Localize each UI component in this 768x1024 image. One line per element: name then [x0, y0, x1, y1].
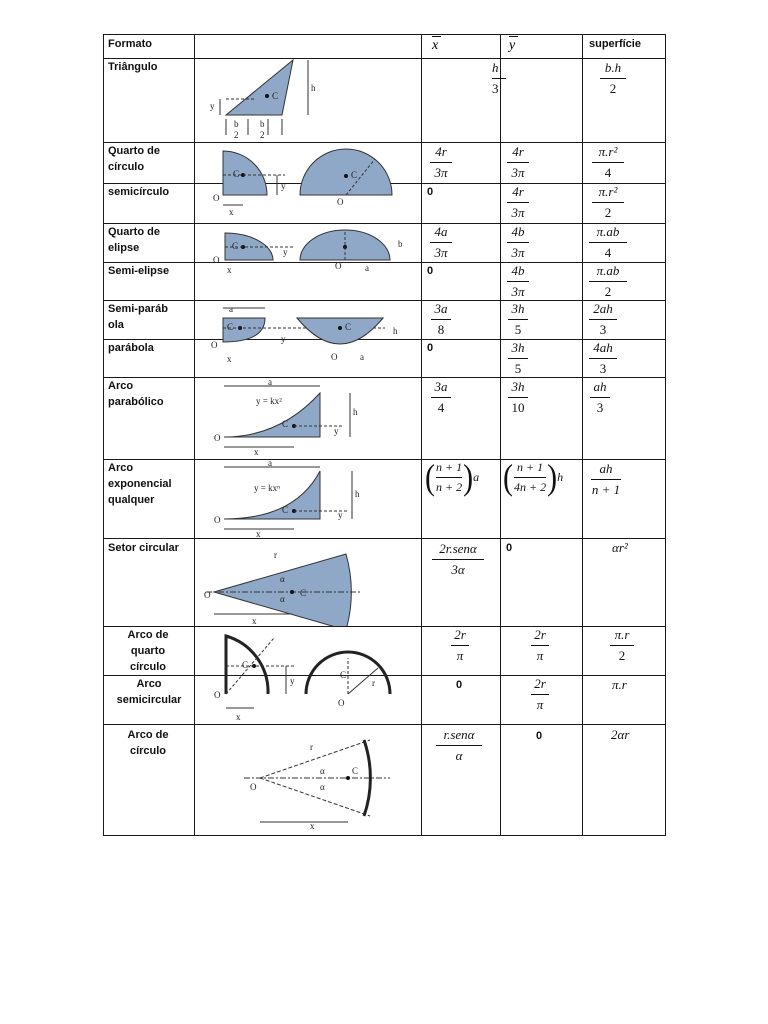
- area-formula: 2αr: [611, 727, 630, 742]
- svg-text:y: y: [334, 426, 339, 436]
- svg-text:a: a: [229, 304, 233, 314]
- area-formula: π.r² 4: [580, 145, 636, 180]
- xbar-formula: 4r 3π: [413, 145, 469, 180]
- grid-line: [194, 34, 195, 836]
- xbar-formula: 2r.senα 3α: [425, 542, 491, 577]
- ybar-zero: 0: [506, 542, 513, 554]
- area-formula: ah n + 1: [591, 461, 621, 497]
- header-ybar-text: y: [509, 38, 516, 53]
- row-label-semicirculo: semicírculo: [108, 186, 170, 198]
- svg-text:C: C: [282, 419, 289, 429]
- svg-text:x: x: [236, 712, 241, 722]
- xbar-zero: 0: [427, 186, 434, 198]
- row-label-semi-parabola: Semi-parábola: [108, 303, 168, 331]
- svg-text:r: r: [372, 678, 375, 688]
- arc-quarter-semicircle-figure: [210, 628, 410, 724]
- ybar-formula: 2r π: [512, 628, 568, 663]
- svg-text:C: C: [233, 169, 240, 179]
- svg-text:2: 2: [260, 130, 265, 140]
- area-formula: 4ah 3: [575, 341, 631, 376]
- grid-line: [103, 34, 104, 836]
- svg-text:C: C: [227, 322, 234, 332]
- svg-text:α: α: [280, 594, 285, 604]
- svg-text:α: α: [280, 574, 285, 584]
- svg-text:O: O: [214, 515, 221, 525]
- circular-arc-figure: [240, 730, 410, 830]
- svg-text:y: y: [338, 510, 343, 520]
- ybar-formula: 3h 5: [490, 341, 546, 376]
- svg-text:h: h: [311, 83, 316, 93]
- svg-text:O: O: [213, 255, 220, 265]
- row-label-arco-circulo: Arco de círculo: [127, 729, 169, 757]
- quarter-ellipse-figure: [205, 225, 415, 277]
- row-label-arco-semicircular: Arco semicircular: [116, 678, 182, 706]
- svg-text:C: C: [340, 670, 347, 680]
- xbar-formula: r.senα α: [426, 728, 492, 763]
- row-label-quarto-elipse: Quarto de elipse: [108, 226, 160, 254]
- area-formula: 2ah 3: [575, 302, 631, 337]
- svg-text:C: C: [272, 91, 279, 101]
- row-label-arco-parabolico: Arco parabólico: [108, 380, 164, 408]
- area-formula: π.r² 2: [580, 185, 636, 220]
- xbar-formula: 3a 8: [413, 302, 469, 337]
- svg-text:O: O: [335, 261, 342, 271]
- ybar-formula: 4r 3π: [490, 145, 546, 180]
- svg-text:C: C: [232, 241, 239, 251]
- ybar-formula: 4b 3π: [490, 225, 546, 260]
- grid-line: [665, 34, 666, 836]
- xbar-formula: ( $\frac{n + 1}{n + 2}$ ) a: [425, 457, 480, 497]
- svg-text:y = kx²: y = kx²: [256, 396, 282, 406]
- svg-text:a: a: [268, 379, 272, 387]
- svg-text:C: C: [351, 170, 358, 180]
- ybar-formula: 3h 5: [490, 302, 546, 337]
- svg-text:y: y: [283, 247, 288, 257]
- svg-text:C: C: [345, 322, 352, 332]
- ybar-formula: ( $\frac{n + 1}{4n + 2}$ ) h: [503, 457, 564, 497]
- svg-text:O: O: [214, 690, 221, 700]
- parabolic-spandrel-figure: [210, 379, 380, 457]
- xbar-zero: 0: [456, 679, 463, 691]
- row-label-setor-circular: Setor circular: [108, 542, 179, 554]
- quarter-circle-figure: [205, 145, 415, 225]
- svg-text:O: O: [211, 340, 218, 350]
- row-label-parabola: parábola: [108, 342, 154, 354]
- header-formato: Formato: [108, 38, 152, 50]
- row-label-triangulo: Triângulo: [108, 61, 158, 73]
- svg-text:y: y: [281, 334, 286, 344]
- xbar-zero: 0: [427, 265, 434, 277]
- circular-sector-figure: [200, 540, 370, 626]
- svg-text:y: y: [290, 676, 295, 686]
- svg-text:α: α: [320, 766, 325, 776]
- header-xbar: [432, 36, 441, 54]
- area-formula: π.ab 4: [580, 225, 636, 260]
- svg-text:C: C: [300, 588, 307, 598]
- header-superficie: superfície: [589, 38, 641, 50]
- svg-text:C: C: [352, 766, 359, 776]
- svg-text:h: h: [393, 326, 398, 336]
- triangle-figure: [200, 59, 330, 141]
- ybar-formula: 4r 3π: [490, 185, 546, 220]
- svg-text:C: C: [282, 505, 289, 515]
- svg-text:α: α: [320, 782, 325, 792]
- area-formula: b.h 2: [585, 61, 641, 96]
- ybar-formula: 2r π: [512, 677, 568, 712]
- ybar-zero: 0: [536, 730, 543, 742]
- svg-text:h: h: [355, 489, 360, 499]
- svg-text:O: O: [331, 352, 338, 362]
- ybar-formula: 4b 3π: [490, 264, 546, 299]
- svg-text:b: b: [260, 119, 265, 129]
- svg-text:2: 2: [234, 130, 239, 140]
- svg-text:x: x: [227, 265, 232, 275]
- row-label-semi-elipse: Semi-elipse: [108, 265, 170, 277]
- svg-text:x: x: [254, 447, 259, 457]
- xbar-formula: 4a 3π: [413, 225, 469, 260]
- svg-text:b: b: [398, 239, 403, 249]
- svg-text:x: x: [227, 354, 232, 364]
- svg-text:y: y: [281, 181, 286, 191]
- svg-text:O: O: [204, 590, 211, 600]
- ybar-formula: 3h 10: [490, 380, 546, 415]
- svg-text:O: O: [213, 193, 220, 203]
- xbar-formula: 2r π: [432, 628, 488, 663]
- svg-text:r: r: [274, 550, 277, 560]
- svg-text:a: a: [365, 263, 369, 273]
- svg-text:x: x: [252, 616, 257, 626]
- row-label-quarto-circulo: Quarto de círculo: [108, 145, 160, 173]
- svg-text:O: O: [338, 698, 345, 708]
- area-formula: π.ab 2: [580, 264, 636, 299]
- svg-text:a: a: [268, 461, 272, 468]
- area-formula: αr²: [612, 540, 628, 555]
- svg-text:h: h: [353, 407, 358, 417]
- svg-text:y = kxⁿ: y = kxⁿ: [254, 483, 280, 493]
- area-formula: ah 3: [572, 380, 628, 415]
- area-formula: π.r: [612, 677, 627, 692]
- header-ybar: [509, 36, 518, 54]
- header-xbar-text: x: [432, 38, 439, 53]
- xbar-zero: 0: [427, 342, 434, 354]
- svg-text:O: O: [337, 197, 344, 207]
- row-label-arco-exponencial: Arco exponencial qualquer: [108, 462, 172, 506]
- svg-text:O: O: [250, 782, 257, 792]
- svg-text:r: r: [310, 742, 313, 752]
- svg-text:C: C: [242, 660, 249, 670]
- xbar-formula: 3a 4: [413, 380, 469, 415]
- row-label-arco-quarto: Arco de quarto círculo: [127, 629, 169, 673]
- svg-text:b: b: [234, 119, 239, 129]
- svg-text:O: O: [214, 433, 221, 443]
- svg-text:x: x: [229, 207, 234, 217]
- svg-text:y: y: [210, 101, 215, 111]
- area-formula: π.r 2: [594, 628, 650, 663]
- svg-text:x: x: [256, 529, 261, 537]
- svg-text:x: x: [310, 821, 315, 830]
- exponential-spandrel-figure: [210, 461, 380, 537]
- ybar-formula: h 3: [492, 61, 532, 96]
- svg-text:a: a: [360, 352, 364, 362]
- semi-parabola-figure: [205, 300, 405, 370]
